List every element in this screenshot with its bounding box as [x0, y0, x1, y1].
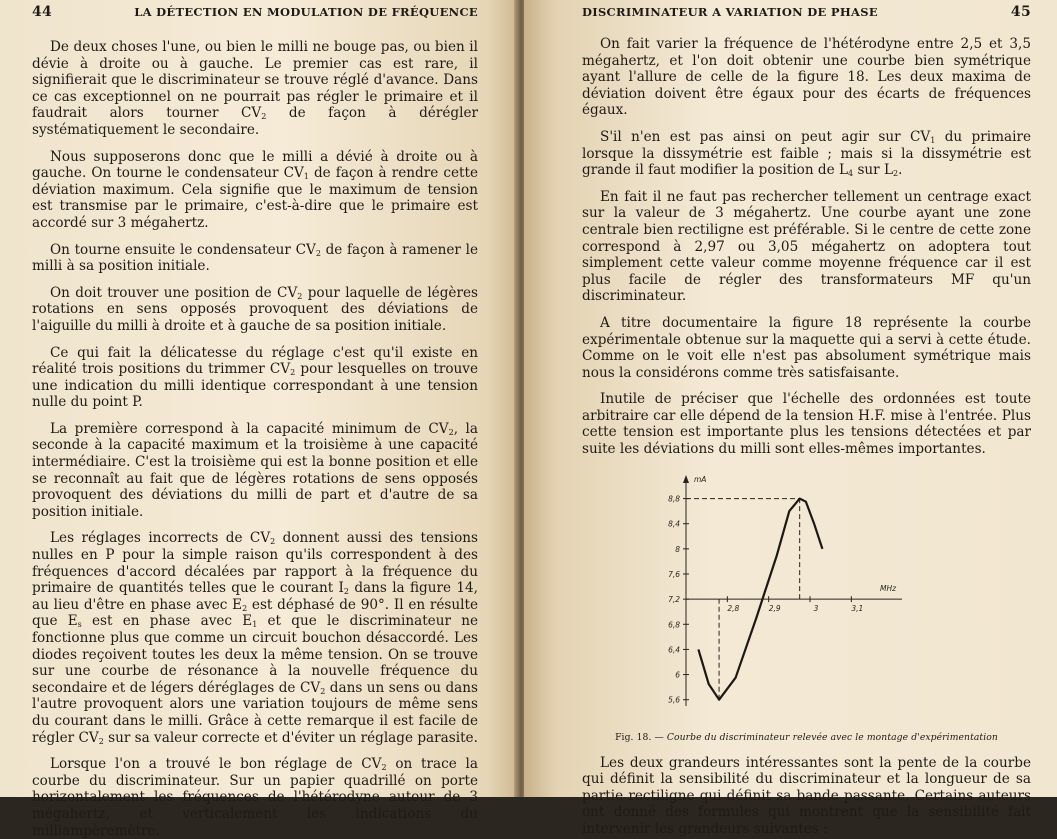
- y-axis-label: mA: [694, 475, 706, 484]
- left-page-number: 44: [32, 4, 52, 20]
- paragraph: [32, 530, 478, 746]
- subscript: 2: [297, 292, 302, 301]
- paragraph: [582, 189, 1031, 305]
- figure-caption-text: Courbe du discriminateur relevée avec le montage d'expérimentation: [667, 732, 998, 743]
- right-page-header: [582, 4, 1031, 26]
- paragraph: [32, 149, 478, 232]
- text-run: est déphasé de 90°. Il en résulte que E: [32, 597, 478, 630]
- text-run: Nous supposerons donc que le milli a dévié à droite ou à gauche. On tourne le condensateur CV: [32, 149, 478, 182]
- subscript: 2: [270, 537, 275, 546]
- text-run: est en phase avec E: [82, 613, 252, 629]
- discriminator-curve-chart: [642, 468, 962, 723]
- right-page-body-after-figure: [582, 755, 1031, 838]
- subscript: 1: [252, 620, 257, 629]
- text-run: pour laquelle de légères rotations en sens opposés provoquent des déviations de l'aiguille du milli à droite et à gauche de sa position initiale.: [32, 285, 478, 334]
- paragraph: [582, 129, 1031, 179]
- subscript: 2: [316, 249, 321, 258]
- text-run: dans la figure 14, au lieu d'être en phase avec E: [32, 580, 478, 613]
- text-run: de façon à dérégler systématiquement le secondaire.: [32, 105, 478, 138]
- figure-18: [582, 468, 1022, 728]
- y-tick-label: 6: [675, 670, 680, 679]
- subscript: 4: [848, 169, 853, 178]
- subscript: 1: [304, 172, 309, 181]
- y-tick-label: 7,6: [668, 570, 680, 579]
- text-run: donnent aussi des tensions nulles en P pour la simple raison qu'ils correspondent à des fréquences d'accord décalées par rapport à la fréquence du primaire de quantités telles que le courant I: [32, 530, 478, 596]
- text-run: sur L: [853, 162, 893, 178]
- text-run: Les deux grandeurs intéressantes sont la pente de la courbe qui définit la sensibilité du discriminateur et la longueur de sa partie rectiligne qui définit sa bande passante. Certains auteurs ont donné des formules qui montrent que la sensibilité fait intervenir les grandeurs suivantes :: [582, 755, 1031, 837]
- left-page-header: [32, 4, 478, 26]
- right-running-head: DISCRIMINATEUR A VARIATION DE PHASE: [582, 5, 878, 19]
- text-run: pour lesquelles on trouve une indication du milli identique correspondant à une tension nulle du point P.: [32, 361, 478, 410]
- left-page: [0, 0, 518, 797]
- y-tick-label: 8,4: [668, 519, 680, 528]
- paragraph: [32, 345, 478, 411]
- text-run: De deux choses l'une, ou bien le milli ne bouge pas, ou bien il dévie à droite ou à gauche. Le premier cas est rare, il signifierait que le discriminateur se trouve réglé d'avance. Dans ce cas exceptionnel on ne pourrait pas régler le primaire et il faudrait alors tourner CV: [32, 39, 478, 121]
- subscript: 2: [344, 587, 349, 596]
- paragraph: [32, 242, 478, 275]
- text-run: On doit trouver une position de CV: [50, 285, 297, 301]
- text-run: de façon à rendre cette déviation maximum. Cela signifie que le maximum de tension est transmise par le primaire, c'est-à-dire que le primaire est accordé sur 3 mégahertz.: [32, 165, 478, 231]
- paragraph: [582, 315, 1031, 381]
- text-run: et que le discriminateur ne fonctionne plus que comme un circuit bouchon désaccordé. Les diodes reçoivent toutes les deux la même tension. On se trouve sur une courbe de résonance à la nouvelle fréquence du secondaire et de légers déréglages de CV: [32, 613, 478, 695]
- subscript: 2: [320, 687, 325, 696]
- paragraph: [582, 391, 1031, 457]
- right-page: [524, 0, 1057, 797]
- paragraph: [32, 285, 478, 335]
- right-page-number: 45: [1011, 4, 1031, 20]
- subscript: 2: [382, 763, 387, 772]
- y-tick-label: 6,4: [668, 645, 680, 654]
- subscript: 2: [449, 428, 454, 437]
- x-tick-label: 2,9: [769, 604, 781, 613]
- text-run: On fait varier la fréquence de l'hétérodyne entre 2,5 et 3,5 mégahertz, et l'on doit obtenir une courbe bien symétrique ayant l'allure de celle de la figure 18. Les deux maxima de déviation doivent être égaux pour des écarts de fréquences égaux.: [582, 36, 1031, 118]
- text-run: S'il n'en est pas ainsi on peut agir sur CV: [600, 129, 930, 145]
- text-run: Ce qui fait la délicatesse du réglage c'est qu'il existe en réalité trois positions du trimmer CV: [32, 345, 478, 378]
- subscript: 2: [242, 604, 247, 613]
- x-tick-label: 2,8: [727, 604, 739, 613]
- y-tick-label: 8: [675, 545, 680, 554]
- y-tick-label: 8,8: [668, 494, 680, 503]
- text-run: , la seconde à la capacité maximum et la troisième à une capacité intermédiaire. C'est la troisième qui est la bonne position et elle se reconnaît au fait que de légères rotations de sens opposés provoquent des déviations du milli de part et d'autre de sa position initiale.: [32, 421, 478, 520]
- text-run: Les réglages incorrects de CV: [50, 530, 270, 546]
- text-run: La première correspond à la capacité minimum de CV: [50, 421, 449, 437]
- y-tick-label: 6,8: [668, 620, 680, 629]
- left-page-body: [32, 39, 478, 839]
- text-run: dans un sens ou dans l'autre provoquent alors une variation toujours de même sens du courant dans le milli. Grâce à cette remarque il est facile de régler CV: [32, 680, 478, 746]
- text-run: Lorsque l'on a trouvé le bon réglage de CV: [50, 756, 382, 772]
- subscript: 2: [893, 169, 898, 178]
- paragraph: [32, 756, 478, 839]
- right-page-body: [582, 36, 1031, 458]
- figure-caption: [582, 732, 1031, 743]
- x-tick-label: 3,1: [851, 604, 863, 613]
- text-run: Inutile de préciser que l'échelle des ordonnées est toute arbitraire car elle dépend de la tension H.F. mise à l'entrée. Plus cette tension est importante plus les tensions détectées et par suite les déviations du milli sont elles-mêmes importantes.: [582, 391, 1031, 457]
- left-running-head: LA DÉTECTION EN MODULATION DE FRÉQUENCE: [134, 5, 478, 19]
- x-tick-label: 3: [814, 604, 819, 613]
- subscript: 1: [930, 136, 935, 145]
- paragraph: [32, 421, 478, 521]
- subscript: 2: [261, 112, 266, 121]
- y-tick-label: 7,2: [668, 595, 680, 604]
- text-run: A titre documentaire la figure 18 représente la courbe expérimentale obtenue sur la maquette qui a servi à cette étude. Comme on le voit elle n'est pas absolument symétrique mais nous la considérons comme très satisfaisante.: [582, 315, 1031, 381]
- subscript: 2: [99, 737, 104, 746]
- text-run: sur sa valeur correcte et d'éviter un réglage parasite.: [104, 730, 478, 746]
- text-run: On tourne ensuite le condensateur CV: [50, 242, 316, 258]
- y-tick-label: 5,6: [668, 695, 680, 704]
- text-run: du primaire lorsque la dissymétrie est faible ; mais si la dissymétrie est grande il faut modifier la position de L: [582, 129, 1031, 178]
- text-run: de façon à ramener le milli à sa position initiale.: [32, 242, 478, 275]
- subscript: 2: [290, 368, 295, 377]
- figure-caption-number: Fig. 18. —: [615, 732, 664, 743]
- paragraph: [32, 39, 478, 139]
- text-run: En fait il ne faut pas rechercher tellement un centrage exact sur la valeur de 3 mégahertz. Une courbe ayant une zone centrale bien rectiligne est préférable. Si le centre de cette zone correspond à 2,97 ou 3,05 mégahertz on adoptera tout simplement cette valeur comme moyenne fréquence car il est plus facile de régler des transformateurs MF qu'un discriminateur.: [582, 189, 1031, 305]
- subscript: s: [78, 620, 82, 629]
- text-run: .: [898, 162, 902, 178]
- paragraph: [582, 36, 1031, 119]
- paragraph: [582, 755, 1031, 838]
- text-run: on trace la courbe du discriminateur. Sur un papier quadrillé on porte horizontalement les fréquences de l'hétérodyne autour de 3 mégahertz, et verticalement les indications du milliampèremètre.: [32, 756, 478, 838]
- x-axis-label: MHz: [880, 584, 897, 593]
- y-axis-arrow: [683, 475, 689, 483]
